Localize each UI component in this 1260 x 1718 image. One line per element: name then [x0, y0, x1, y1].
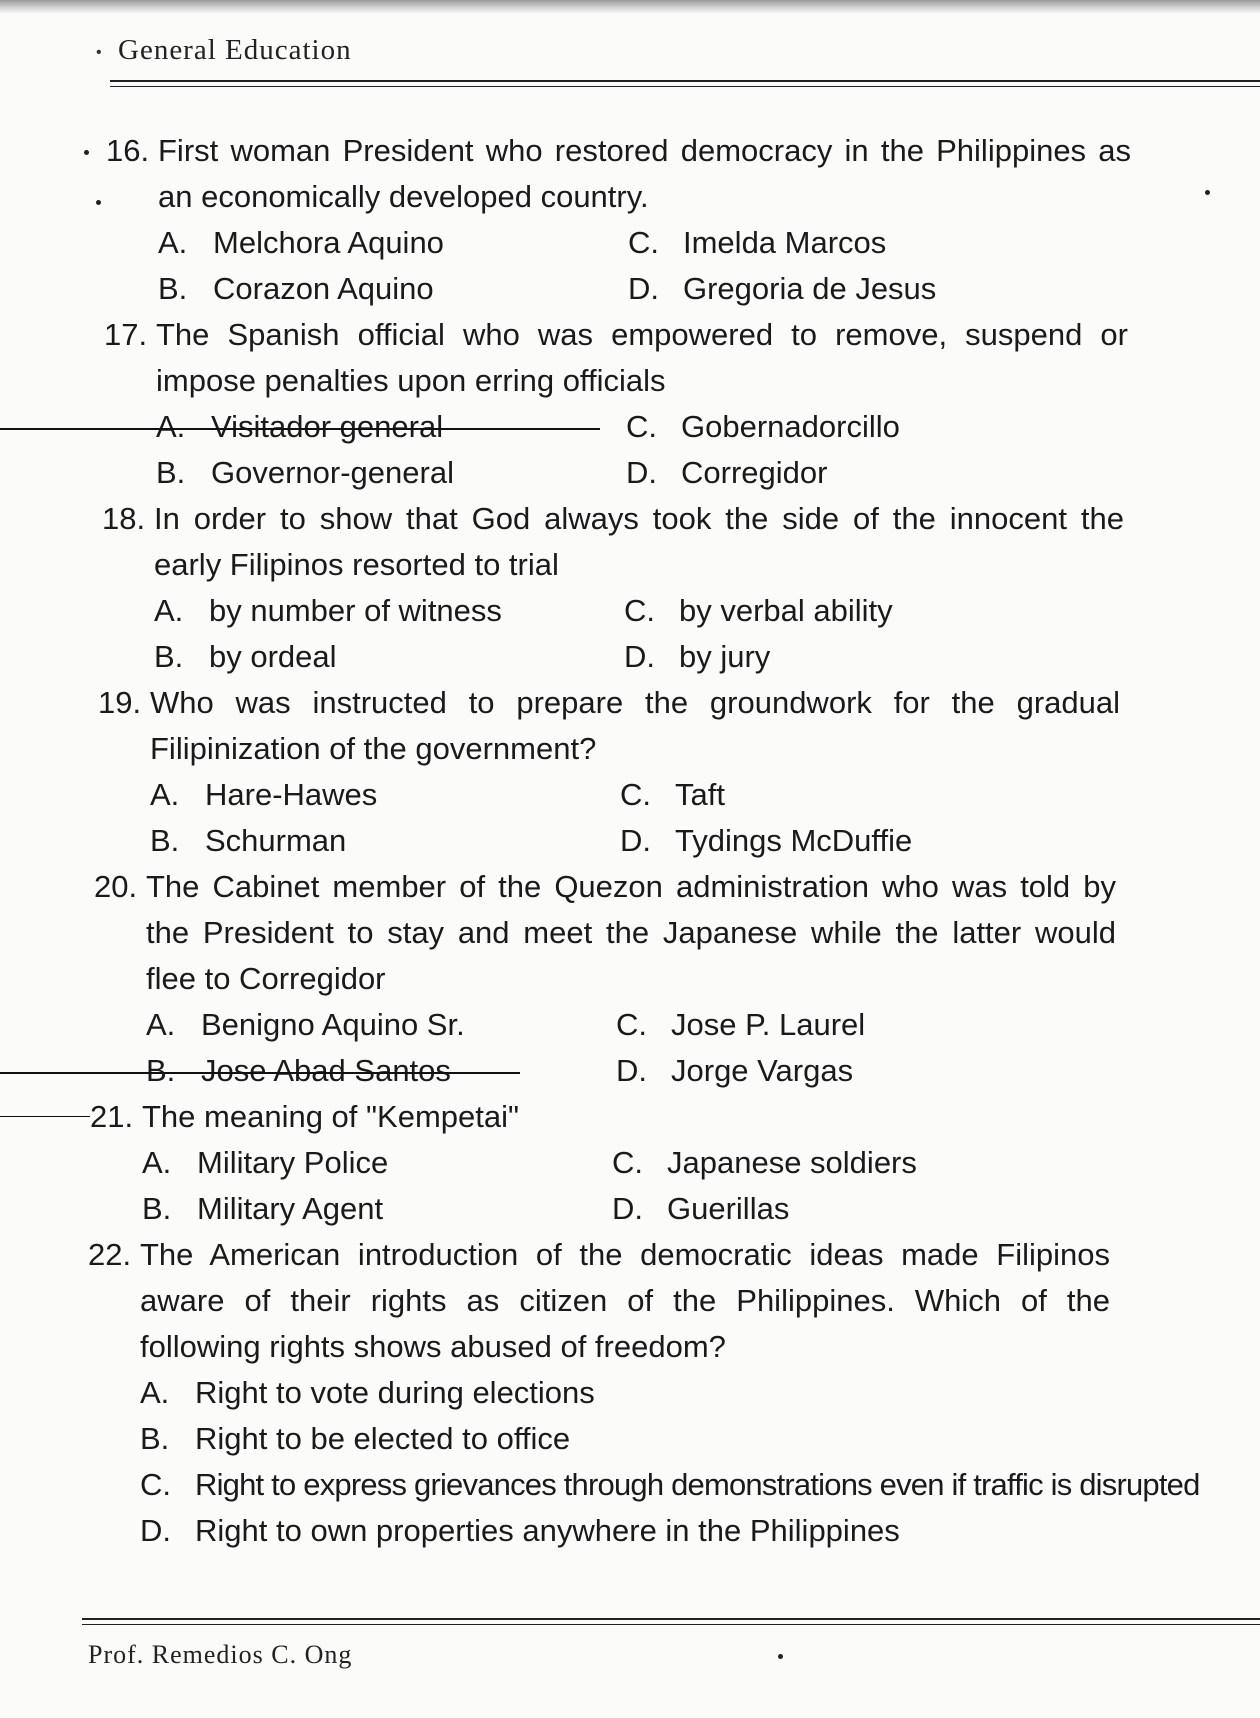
footer-rule-thin [82, 1624, 1260, 1625]
option-letter: A. [156, 409, 186, 444]
option-letter: D. [624, 639, 655, 674]
footer-author: Prof. Remedios C. Ong [88, 1640, 353, 1669]
option-text: Gobernadorcillo [681, 409, 900, 444]
question-text: The meaning of "Kempetai" [142, 1099, 519, 1134]
question-text: The American introduction of the democratic ideas made Filipinos aware of their rights as citizen of the Philippines. Which of the following rights shows abused of freedom? [140, 1237, 1110, 1364]
strike-line [0, 1072, 520, 1074]
question-18 [0, 496, 1124, 680]
option-letter: C. [616, 1007, 647, 1042]
option-c [140, 1462, 1200, 1508]
option-text: Governor-general [211, 455, 454, 490]
option-d [628, 266, 1108, 312]
option-text: Right to vote during elections [195, 1375, 595, 1410]
option-a [154, 588, 624, 634]
option-letter: B. [146, 1053, 176, 1088]
question-text: In order to show that God always took the side of the innocent the early Filipinos resorted to trial [154, 501, 1124, 582]
question-stem [94, 864, 1116, 1002]
question-number: 22. [88, 1237, 132, 1272]
option-text: by verbal ability [679, 593, 893, 628]
option-grid [90, 1140, 1112, 1232]
header-bullet: • [96, 44, 102, 61]
option-text: Right to be elected to office [195, 1421, 571, 1456]
scan-speck [778, 1654, 783, 1659]
option-grid [102, 588, 1124, 680]
question-stem [104, 312, 1128, 404]
question-text: Who was instructed to prepare the groundwork for the gradual Filipinization of the government? [150, 685, 1120, 766]
option-c [616, 1002, 1096, 1048]
option-list [88, 1370, 1200, 1554]
question-stem [106, 128, 1131, 220]
option-text: Jose Abad Santos [201, 1053, 451, 1088]
option-text: Gregoria de Jesus [683, 271, 937, 306]
scan-speck [1205, 190, 1210, 195]
option-text: Visitador general [211, 409, 444, 444]
option-b [156, 450, 626, 496]
question-stem [88, 1232, 1110, 1370]
question-stem [98, 680, 1120, 772]
option-grid [98, 772, 1120, 864]
option-text: Corazon Aquino [213, 271, 434, 306]
question-text: The Spanish official who was empowered to remove, suspend or impose penalties upon erring officials [156, 317, 1128, 398]
option-letter: D. [616, 1053, 647, 1088]
option-d [140, 1508, 1200, 1554]
option-letter: B. [158, 271, 188, 306]
question-stem [90, 1094, 1112, 1140]
option-letter: B. [154, 639, 184, 674]
question-16 [0, 128, 1131, 312]
scan-speck [96, 200, 101, 205]
option-text: Tydings McDuffie [675, 823, 913, 858]
question-number: 20. [94, 869, 138, 904]
question-19 [0, 680, 1120, 864]
option-text: Hare-Hawes [205, 777, 378, 812]
option-letter: D. [628, 271, 659, 306]
question-17 [0, 312, 1128, 496]
option-a [158, 220, 628, 266]
option-letter: C. [612, 1145, 643, 1180]
option-d [612, 1186, 1092, 1232]
option-d [620, 818, 1100, 864]
option-letter: C. [140, 1467, 171, 1502]
option-text: Military Police [197, 1145, 389, 1180]
option-c [628, 220, 1108, 266]
option-letter: A. [150, 777, 180, 812]
question-text: First woman President who restored democracy in the Philippines as an economically developed country. [158, 133, 1131, 214]
option-b [150, 818, 620, 864]
option-grid [94, 1002, 1116, 1094]
option-a [140, 1370, 1200, 1416]
page-header: General Education [118, 34, 352, 66]
scan-speck [84, 150, 89, 155]
option-text: Right to own properties anywhere in the Philippines [195, 1513, 900, 1548]
option-text: Schurman [205, 823, 347, 858]
option-text: Right to express grievances through demonstrations even if traffic is disrupted [195, 1467, 1200, 1502]
option-a [150, 772, 620, 818]
margin-line [0, 1116, 90, 1117]
option-b [158, 266, 628, 312]
question-text: The Cabinet member of the Quezon administration who was told by the President to stay and meet the Japanese while the latter would flee to Corregidor [146, 869, 1116, 996]
option-letter: C. [620, 777, 651, 812]
option-a [142, 1140, 612, 1186]
option-text: by number of witness [209, 593, 502, 628]
option-letter: A. [142, 1145, 172, 1180]
option-text: Imelda Marcos [683, 225, 887, 260]
option-grid [104, 404, 1128, 496]
header-rule-thin [110, 86, 1260, 87]
option-letter: D. [612, 1191, 643, 1226]
option-letter: B. [156, 455, 186, 490]
footer-rule [82, 1618, 1260, 1620]
question-22 [0, 1232, 1200, 1554]
option-letter: D. [626, 455, 657, 490]
question-20 [0, 864, 1116, 1094]
option-letter: A. [158, 225, 188, 260]
option-a [156, 404, 626, 450]
option-letter: A. [154, 593, 184, 628]
option-b [154, 634, 624, 680]
question-number: 21. [90, 1099, 134, 1134]
scan-edge [0, 0, 1260, 14]
option-c [624, 588, 1104, 634]
question-number: 17. [104, 317, 148, 352]
option-text: Jorge Vargas [671, 1053, 854, 1088]
option-text: Japanese soldiers [667, 1145, 917, 1180]
option-letter: D. [620, 823, 651, 858]
option-b [142, 1186, 612, 1232]
question-21 [0, 1094, 1112, 1232]
question-list [0, 128, 1260, 1554]
option-text: Guerillas [667, 1191, 790, 1226]
option-c [626, 404, 1106, 450]
question-number: 16. [106, 133, 150, 168]
question-stem [102, 496, 1124, 588]
option-text: Melchora Aquino [213, 225, 444, 260]
option-d [626, 450, 1106, 496]
option-text: Benigno Aquino Sr. [201, 1007, 465, 1042]
question-number: 18. [102, 501, 146, 536]
option-d [624, 634, 1104, 680]
option-letter: C. [628, 225, 659, 260]
option-text: Taft [675, 777, 725, 812]
option-b [146, 1048, 616, 1094]
option-c [612, 1140, 1092, 1186]
option-letter: A. [146, 1007, 176, 1042]
option-text: Corregidor [681, 455, 828, 490]
option-letter: C. [626, 409, 657, 444]
option-a [146, 1002, 616, 1048]
option-c [620, 772, 1100, 818]
option-b [140, 1416, 1200, 1462]
option-letter: B. [140, 1421, 170, 1456]
option-d [616, 1048, 1096, 1094]
option-letter: B. [142, 1191, 172, 1226]
strike-line [0, 428, 600, 430]
option-letter: A. [140, 1375, 170, 1410]
option-grid [106, 220, 1131, 312]
option-text: Jose P. Laurel [671, 1007, 866, 1042]
option-text: Military Agent [197, 1191, 384, 1226]
option-text: by ordeal [209, 639, 337, 674]
option-letter: D. [140, 1513, 171, 1548]
option-letter: C. [624, 593, 655, 628]
question-number: 19. [98, 685, 142, 720]
option-text: by jury [679, 639, 771, 674]
header-rule [110, 80, 1260, 82]
option-letter: B. [150, 823, 180, 858]
